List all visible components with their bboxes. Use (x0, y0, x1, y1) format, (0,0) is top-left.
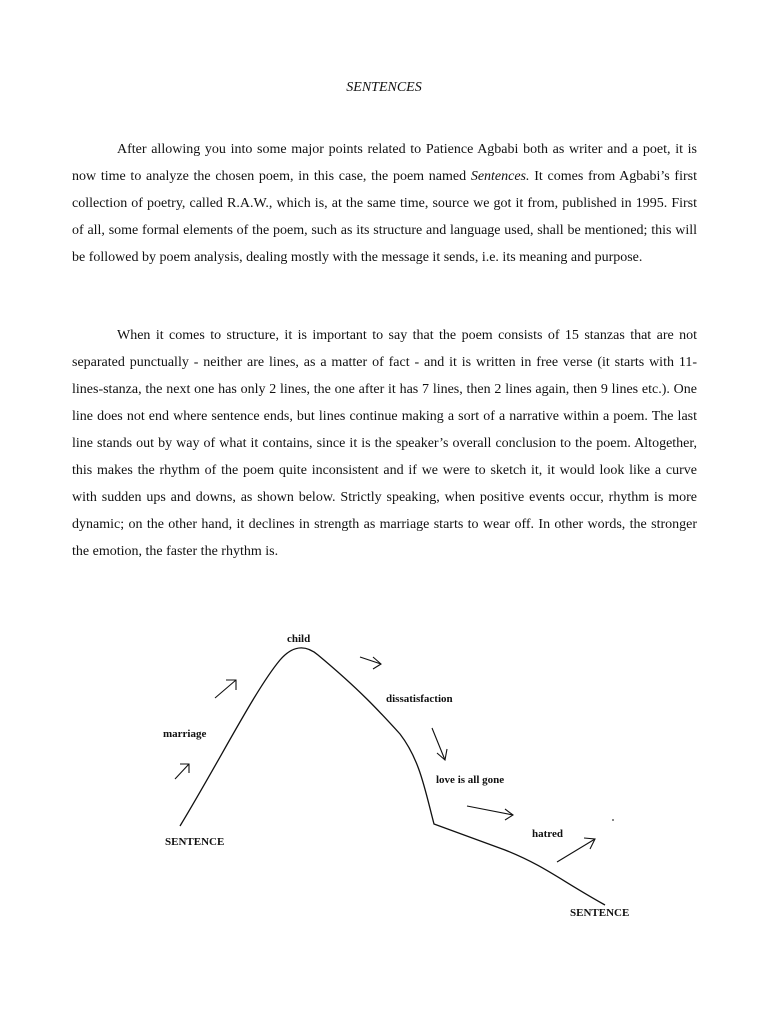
arrow-icon (557, 838, 595, 862)
arrow-icon (360, 657, 381, 669)
paragraph-structure (72, 322, 697, 565)
label-love-gone: love is all gone (436, 774, 505, 786)
label-marriage: marriage (163, 728, 207, 740)
label-hatred: hatred (532, 828, 563, 840)
arrow-icon (175, 764, 189, 779)
paragraph-structure-text: When it comes to structure, it is important to say that the poem consists of 15 stanzas that are not separated punctually - neither are lines, as a matter of fact - and it is written in free verse (it starts with 11-lines-stanza, the next one has only 2 lines, the one after it has 7 lines, then 2 lines again, then 9 lines etc.). One line does not end where sentence ends, but lines continue making a sort of a narrative within a poem. The last line stands out by way of what it contains, since it is the speaker’s overall conclusion to the poem. Altogether, this makes the rhythm of the poem quite inconsistent and if we were to sketch it, it would look like a curve with sudden ups and downs, as shown below. Strictly speaking, when positive events occur, rhythm is more dynamic; on the other hand, it declines in strength as marriage starts to wear off. In other words, the stronger the emotion, the faster the rhythm is. (72, 328, 697, 559)
paragraph-intro-text-end: It comes from Agbabi’s first collection of poetry, called R.A.W., which is, at the same time, source we got it from, published in 1995. First of all, some formal elements of the poem, such as its structure and language used, shall be mentioned; this will be followed by poem analysis, dealing mostly with the message it sends, i.e. its meaning and purpose. (72, 169, 697, 265)
page-title: SENTENCES (346, 80, 422, 95)
ink-dot (612, 819, 614, 821)
rhythm-curve-diagram (0, 615, 768, 935)
label-sentence-end: SENTENCE (570, 907, 630, 919)
arrow-icon (432, 728, 447, 760)
rhythm-curve-line (180, 648, 605, 905)
arrow-icon (215, 680, 236, 698)
label-sentence-start: SENTENCE (165, 836, 225, 848)
paragraph-intro-text-start: After allowing you into some major points related to Patience Agbabi both as writer and a poet, it is now time to analyze the chosen poem, in this case, the poem named (72, 142, 697, 184)
label-child: child (287, 633, 311, 645)
poem-title-emphasis: Sentences. (470, 169, 530, 184)
arrow-icon (467, 806, 513, 820)
paragraph-intro (72, 136, 697, 271)
label-dissatisfaction: dissatisfaction (386, 693, 453, 705)
